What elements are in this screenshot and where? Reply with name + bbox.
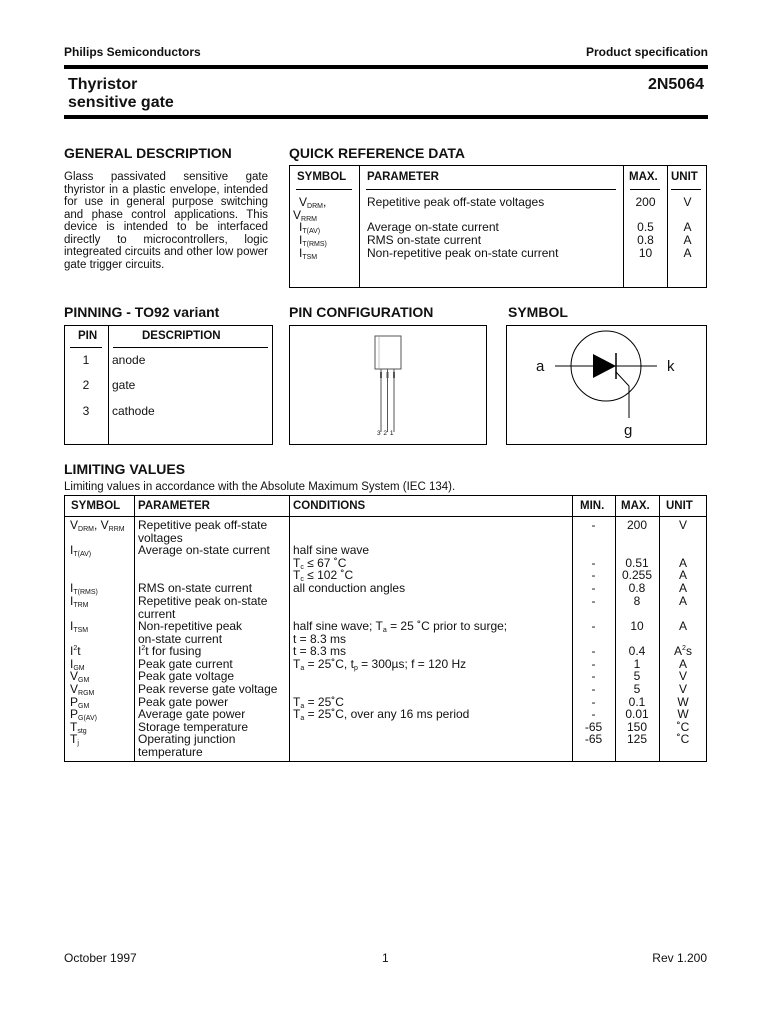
qrd-parameter: RMS on-state current (367, 233, 482, 247)
lim-parameter: Operating junction (138, 732, 236, 746)
title-rule (64, 115, 708, 119)
title-line2: sensitive gate (68, 94, 174, 111)
lim-symbol: $I_{GM}$ (70, 657, 85, 672)
lim-min: - (591, 669, 596, 683)
lim-max: 1 (633, 657, 641, 671)
lim-conditions: half sine wave; $T_a = 25$ ˚C prior to surge; (293, 619, 508, 634)
footer-date: October 1997 (64, 951, 137, 965)
lim-max: 0.1 (628, 695, 646, 709)
lim-parameter: Peak reverse gate voltage (138, 682, 278, 696)
footer-revision: Rev 1.200 (652, 951, 707, 965)
qrd-symbol: $I_{TSM}$ (299, 246, 318, 261)
qrd-heading: QUICK REFERENCE DATA (289, 145, 466, 161)
lim-min: - (591, 581, 596, 595)
lim-col-max: MAX. (621, 500, 650, 512)
lim-max: 8 (633, 594, 641, 608)
lim-parameter: on-state current (138, 631, 223, 646)
qrd-col-parameter: PARAMETER (367, 171, 439, 183)
lim-min: - (591, 568, 596, 582)
lim-min: - (591, 682, 596, 696)
lim-max: 0.51 (625, 556, 649, 570)
pin-description: anode (112, 353, 146, 367)
lim-symbol: $P_{GM}$ (70, 695, 90, 710)
pinning-col-pin: PIN (78, 330, 98, 342)
lim-parameter: current (138, 606, 176, 621)
qrd-unit: A (683, 233, 692, 247)
lim-symbol: $P_{G(AV)}$ (70, 707, 97, 722)
lim-unit: A (678, 568, 687, 582)
header-rule (64, 65, 708, 69)
title-line1: Thyristor (68, 76, 138, 93)
lim-symbol: $T_{stg}$ (70, 720, 87, 735)
lim-unit: A (678, 594, 687, 608)
limiting-heading: LIMITING VALUES (64, 461, 186, 477)
lim-parameter: RMS on-state current (138, 581, 253, 595)
pin-description: cathode (112, 404, 155, 418)
lim-parameter: voltages (138, 530, 183, 545)
qrd-max: 0.8 (637, 233, 654, 247)
qrd-unit: A (683, 220, 692, 234)
lim-unit: A (678, 657, 687, 671)
lim-min: - (591, 644, 596, 658)
lim-unit: V (678, 682, 687, 696)
lim-min: -65 (584, 732, 603, 746)
part-number: 2N5064 (647, 76, 704, 93)
lim-symbol: $V_{RGM}$ (70, 682, 95, 697)
lim-min: - (591, 619, 596, 633)
qrd-parameter: Repetitive peak off-state voltages (367, 195, 545, 209)
lim-min: - (591, 695, 596, 709)
lim-min: -65 (584, 720, 603, 734)
footer-page: 1 (382, 951, 389, 965)
limiting-subtitle: Limiting values in accordance with the Absolute Maximum System (IEC 134). (64, 481, 456, 493)
header-doc-type: Product specification (585, 45, 708, 59)
lim-parameter: Repetitive peak on-state (138, 594, 268, 608)
lim-unit: A (678, 619, 687, 633)
lim-parameter: Non-repetitive peak (138, 619, 243, 633)
qrd-parameter: Non-repetitive peak on-state current (367, 246, 559, 260)
lim-symbol: $I_{TSM}$ (70, 619, 89, 634)
lim-symbol: $I_{TRM}$ (70, 594, 89, 609)
lim-symbol: $T_j$ (70, 732, 79, 747)
lim-unit: ˚C (676, 720, 690, 734)
lim-col-conditions: CONDITIONS (293, 500, 366, 512)
cathode-label: k (667, 358, 675, 375)
lim-conditions: half sine wave (293, 543, 370, 557)
pin-numbers: 3 2 1 (377, 430, 394, 437)
symbol-heading: SYMBOL (508, 304, 568, 320)
qrd-col-max: MAX. (629, 171, 658, 183)
qrd-unit: V (683, 195, 692, 209)
lim-min: - (591, 594, 596, 608)
qrd-parameter: Average on-state current (367, 220, 499, 234)
lim-symbol: $I_{T(RMS)}$ (70, 581, 98, 596)
to92-package-drawing (290, 326, 486, 444)
lim-conditions: $T_a$ = 25˚C, $t_p = 300\mu s$; f = 120 Hz (293, 657, 467, 672)
lim-symbol: $I^2t$ (70, 644, 81, 658)
gate-label: g (624, 422, 633, 439)
lim-unit: A (678, 581, 687, 595)
lim-max: 150 (626, 720, 648, 734)
lim-parameter: Repetitive peak off-state (138, 518, 268, 532)
lim-col-unit: UNIT (666, 500, 693, 512)
general-heading: GENERAL DESCRIPTION (64, 145, 232, 161)
lim-parameter: Average gate power (138, 707, 246, 721)
lim-symbol: $V_{GM}$ (70, 669, 90, 684)
lim-conditions: $T_c \le 102$ ˚C (293, 568, 354, 583)
lim-col-symbol: SYMBOL (71, 500, 121, 512)
lim-col-parameter: PARAMETER (138, 500, 210, 512)
anode-label: a (536, 358, 545, 375)
qrd-unit: A (683, 246, 692, 260)
lim-unit: $A^2s$ (674, 644, 692, 658)
lim-conditions: $T_a$ = 25˚C, over any 16 ms period (293, 707, 470, 722)
lim-min: - (591, 556, 596, 570)
qrd-col-symbol: SYMBOL (297, 171, 347, 183)
lim-symbol: $V_{DRM}$, $V_{RRM}$ (70, 518, 125, 533)
lim-conditions: $T_a$ = 25˚C (293, 695, 344, 710)
qrd-symbol: $V_{RRM}$ (293, 208, 317, 223)
lim-col-min: MIN. (580, 500, 605, 512)
lim-min: - (591, 518, 596, 532)
pin-number: 3 (82, 404, 90, 418)
symbol-box (506, 325, 707, 445)
lim-parameter: Peak gate current (138, 657, 233, 671)
general-text: Glass passivated sensitive gate thyristor in a plastic envelope, intended for use in general purpose switching and phase control applications. This device is intended to be interfaced directly to microcontrollers, logic integreated circuits and other low power gate trigger circuits. (64, 171, 268, 271)
lim-conditions: t = 8.3 ms (293, 644, 347, 658)
lim-max: 10 (630, 619, 644, 633)
lim-unit: V (678, 669, 687, 683)
qrd-col-unit: UNIT (671, 171, 698, 183)
lim-unit: W (677, 695, 689, 709)
lim-max: 125 (626, 732, 648, 746)
lim-max: 0.01 (625, 707, 649, 721)
qrd-symbol: $I_{T(RMS)}$ (299, 233, 327, 248)
lim-min: - (591, 657, 596, 671)
pin-number: 2 (82, 378, 90, 392)
lim-parameter: $I^2t$ for fusing (138, 644, 202, 658)
pin-description: gate (112, 378, 136, 392)
lim-max: 0.255 (621, 568, 653, 582)
lim-parameter: Peak gate power (138, 695, 229, 709)
pinconfig-heading: PIN CONFIGURATION (289, 304, 434, 320)
qrd-max: 0.5 (637, 220, 654, 234)
lim-max: 5 (633, 682, 641, 696)
pin-number: 1 (82, 353, 90, 367)
thyristor-symbol (507, 326, 706, 444)
header-company: Philips Semiconductors (64, 45, 201, 59)
lim-max: 0.4 (628, 644, 646, 658)
lim-symbol: $I_{T(AV)}$ (70, 543, 92, 558)
lim-max: 200 (626, 518, 648, 532)
lim-conditions: $T_c \le 67$ ˚C (293, 556, 347, 571)
pinconfig-box (289, 325, 487, 445)
qrd-symbol: $V_{DRM}$, (299, 195, 327, 210)
lim-parameter: Average on-state current (138, 543, 270, 557)
lim-min: - (591, 707, 596, 721)
lim-unit: W (677, 707, 689, 721)
lim-max: 5 (633, 669, 641, 683)
pinning-heading: PINNING - TO92 variant (64, 304, 220, 320)
lim-parameter: temperature (138, 744, 203, 759)
lim-unit: V (678, 518, 687, 532)
lim-max: 0.8 (628, 581, 646, 595)
qrd-max: 200 (635, 195, 656, 209)
qrd-symbol: $I_{T(AV)}$ (299, 220, 321, 235)
qrd-max: 10 (638, 246, 653, 260)
pinning-col-desc: DESCRIPTION (142, 330, 221, 342)
lim-unit: ˚C (676, 732, 690, 746)
lim-conditions: t = 8.3 ms (293, 631, 347, 646)
lim-parameter: Storage temperature (138, 720, 249, 734)
lim-parameter: Peak gate voltage (138, 669, 235, 683)
lim-unit: A (678, 556, 687, 570)
lim-conditions: all conduction angles (293, 581, 406, 595)
